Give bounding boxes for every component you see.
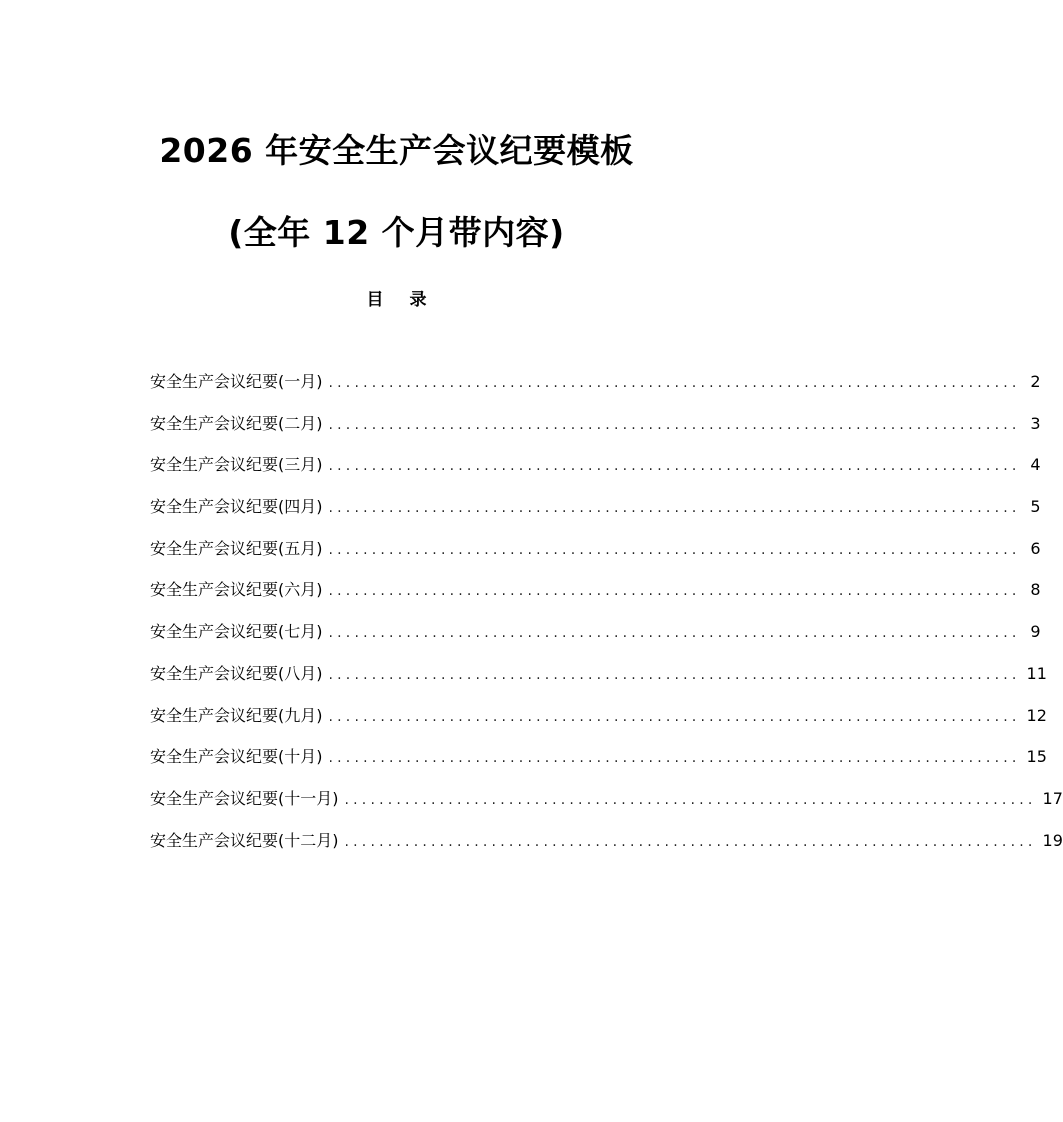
toc-entry[interactable] — [150, 495, 1041, 537]
toc-entry-page: 6 — [1030, 538, 1041, 558]
toc-entry-page: 11 — [1026, 663, 1047, 683]
toc-entry-label: 安全生产会议纪要(三月) — [150, 455, 323, 475]
toc-leader-dots: ................................................................................ — [344, 833, 1037, 850]
toc-leader-dots: ................................................................................ — [328, 750, 1021, 767]
toc-entry[interactable] — [150, 453, 1041, 495]
toc-entry-page: 8 — [1030, 580, 1041, 600]
toc-entry[interactable] — [150, 578, 1041, 620]
toc-entry-page: 2 — [1030, 372, 1041, 391]
toc-entry[interactable] — [150, 745, 1047, 787]
toc-entry-page: 3 — [1030, 413, 1041, 433]
toc-entry-page: 4 — [1030, 455, 1041, 475]
toc-leader-dots: ................................................................................ — [328, 541, 1021, 558]
toc-leader-dots: ................................................................................ — [328, 708, 1021, 725]
toc-entry-label: 安全生产会议纪要(二月) — [150, 413, 323, 433]
toc-entry[interactable] — [150, 787, 1063, 829]
toc-leader-dots: ................................................................................ — [344, 791, 1037, 808]
toc-entry[interactable] — [150, 620, 1041, 662]
toc-entry-label: 安全生产会议纪要(九月) — [150, 705, 323, 725]
toc-leader-dots: ................................................................................ — [328, 625, 1021, 642]
toc-heading-char-1: 目 — [366, 290, 384, 310]
toc-leader-dots: ................................................................................ — [328, 666, 1021, 683]
toc-heading-char-2: 录 — [409, 290, 427, 310]
toc-entry[interactable] — [150, 662, 1047, 704]
toc-entry-label: 安全生产会议纪要(十一月) — [150, 788, 339, 808]
toc-entry-label: 安全生产会议纪要(十月) — [150, 747, 323, 767]
toc-entry[interactable] — [150, 537, 1041, 579]
toc-leader-dots: ................................................................................ — [328, 416, 1021, 433]
toc-entry-label: 安全生产会议纪要(七月) — [150, 622, 323, 642]
toc-heading — [0, 288, 793, 312]
toc-entry-page: 5 — [1030, 497, 1041, 517]
toc-entry-page: 15 — [1026, 747, 1047, 767]
toc-entry-label: 安全生产会议纪要(四月) — [150, 497, 323, 517]
document-title: 2026 年安全生产会议纪要模板 — [159, 131, 634, 170]
toc-entry-page: 17 — [1042, 788, 1063, 808]
toc-entry-label: 安全生产会议纪要(八月) — [150, 663, 323, 683]
toc-entry[interactable] — [150, 370, 1041, 412]
toc-leader-dots: ................................................................................ — [328, 375, 1021, 391]
toc-entry[interactable] — [150, 829, 1063, 871]
toc-entry-page: 19 — [1042, 830, 1063, 850]
toc-leader-dots: ................................................................................ — [328, 583, 1021, 600]
table-of-contents — [150, 370, 1063, 870]
toc-entry[interactable] — [150, 412, 1041, 454]
toc-entry-page: 12 — [1026, 705, 1047, 725]
toc-entry-label: 安全生产会议纪要(一月) — [150, 372, 323, 391]
toc-entry-label: 安全生产会议纪要(五月) — [150, 538, 323, 558]
toc-entry-label: 安全生产会议纪要(六月) — [150, 580, 323, 600]
toc-leader-dots: ................................................................................ — [328, 458, 1021, 475]
toc-entry-page: 9 — [1030, 622, 1041, 642]
document-subtitle: (全年 12 个月带内容) — [228, 213, 565, 252]
toc-entry[interactable] — [150, 704, 1047, 746]
toc-leader-dots: ................................................................................ — [328, 500, 1021, 517]
toc-entry-label: 安全生产会议纪要(十二月) — [150, 830, 339, 850]
